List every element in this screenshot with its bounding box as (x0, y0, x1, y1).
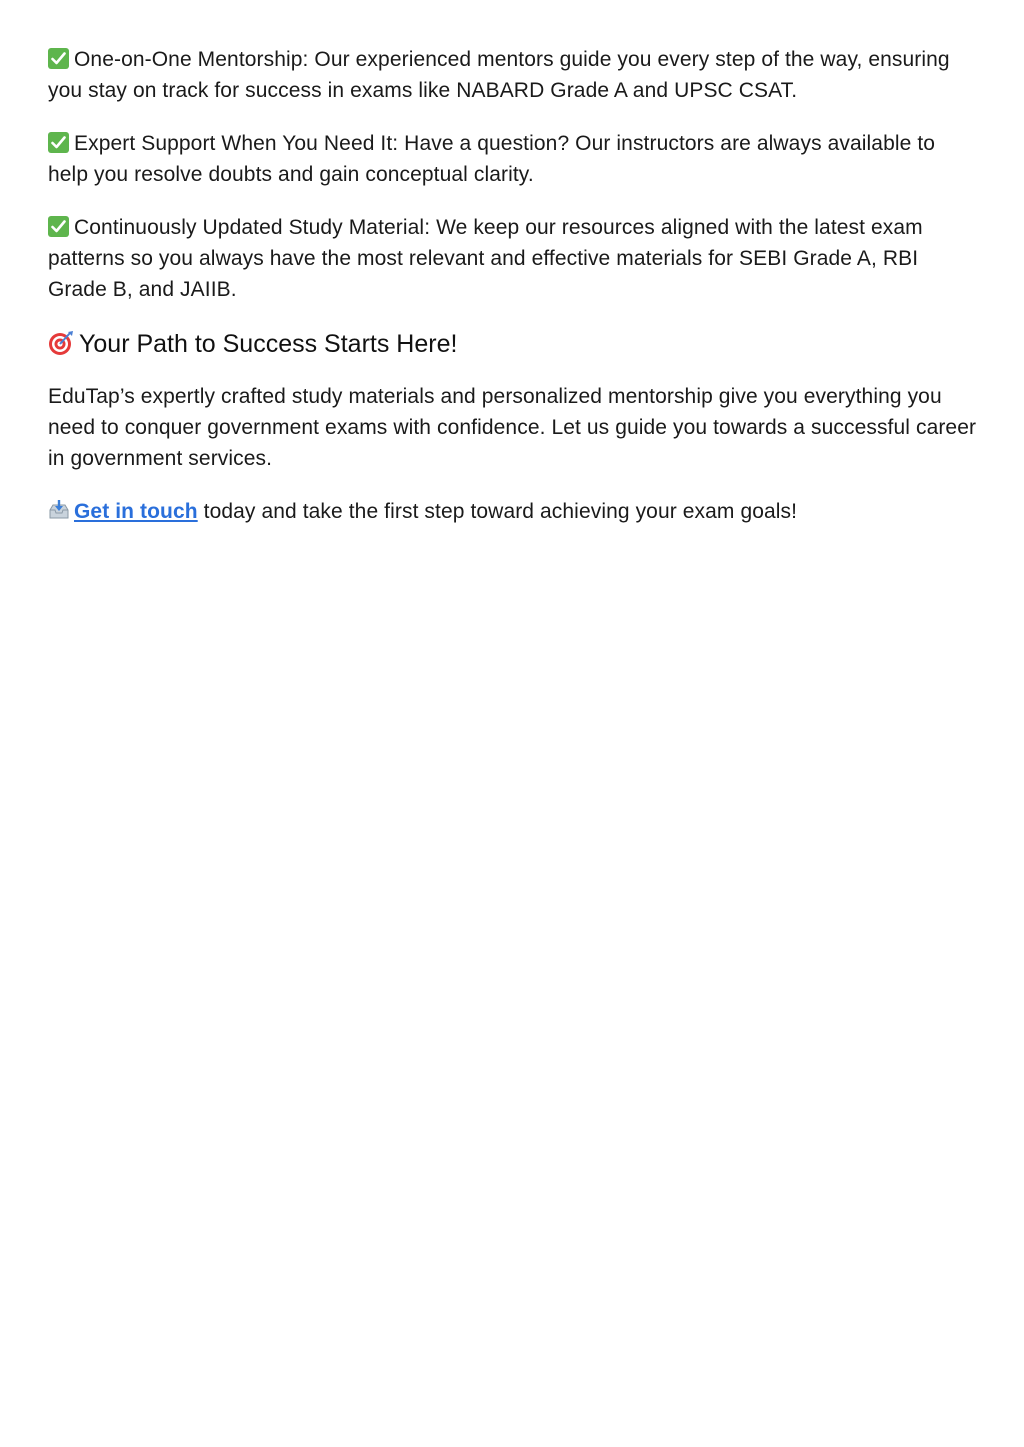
check-mark-icon (48, 216, 69, 237)
feature-expert-support (48, 128, 978, 190)
feature-mentorship (48, 44, 978, 106)
feature-text: Continuously Updated Study Material: We keep our resources aligned with the latest exam patterns so you always have the most relevant and effective materials for SEBI Grade A, RBI Grade B, and JAIIB. (48, 216, 923, 301)
document-page (48, 44, 978, 549)
get-in-touch-link[interactable]: Get in touch (74, 500, 198, 523)
inbox-tray-icon (48, 499, 70, 521)
section-heading-text: Your Path to Success Starts Here! (79, 330, 458, 358)
check-mark-icon (48, 132, 69, 153)
section-heading (48, 327, 978, 361)
check-mark-icon (48, 48, 69, 69)
target-icon (48, 330, 74, 356)
cta-line (48, 496, 978, 527)
feature-text: Expert Support When You Need It: Have a question? Our instructors are always available to help you resolve doubts and gain conceptual clarity. (48, 132, 936, 186)
section-body: EduTap’s expertly crafted study materials and personalized mentorship give you everything you need to conquer government exams with confidence. Let us guide you towards a successful career in government services. (48, 385, 977, 470)
feature-study-material (48, 212, 978, 305)
cta-text: today and take the first step toward achieving your exam goals! (197, 500, 798, 523)
feature-text: One-on-One Mentorship: Our experienced mentors guide you every step of the way, ensuring you stay on track for success in exams like NABARD Grade A and UPSC CSAT. (48, 48, 950, 102)
